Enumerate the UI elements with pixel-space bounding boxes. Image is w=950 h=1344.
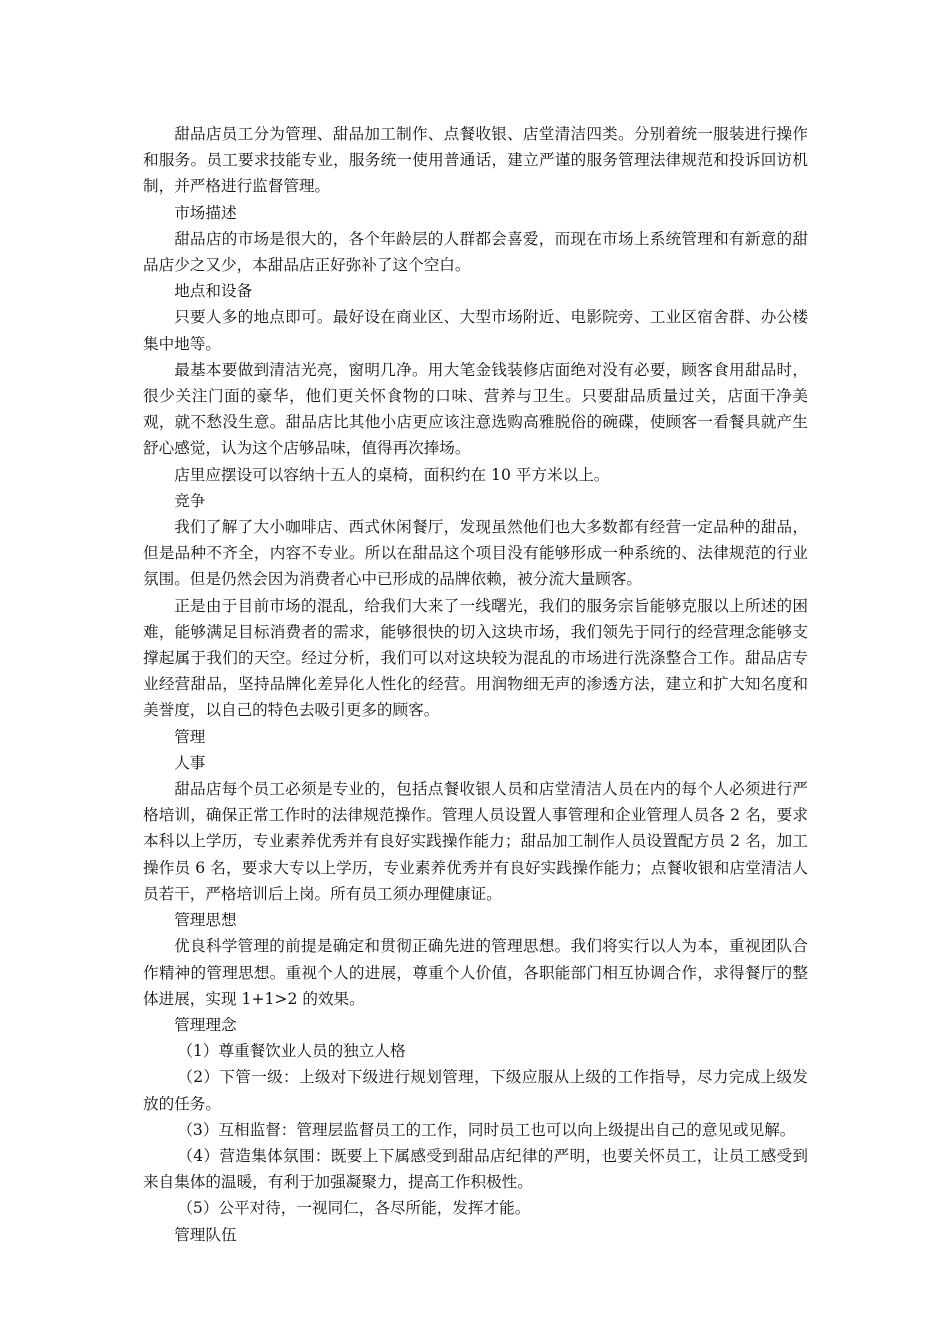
concept-item-1: （1）尊重餐饮业人员的独立人格 xyxy=(177,1042,406,1061)
concept-item-4: （4）营造集体氛围：既要上下属感受到甜品店纪律的严明，也要关怀员工，让员工感受到来自集体的温暖，有利于加强凝聚力，提高工作积极性。 xyxy=(143,1146,808,1192)
concept-item-5: （5）公平对待，一视同仁，各尽所能，发挥才能。 xyxy=(177,1199,531,1218)
concept-item-2: （2）下管一级：上级对下级进行规划管理，下级应服从上级的工作指导，尽力完成上级发放的任务。 xyxy=(143,1068,808,1113)
personnel-heading: 人事 xyxy=(174,753,206,772)
philosophy-heading: 管理思想 xyxy=(174,911,237,930)
market-heading: 市场描述 xyxy=(174,203,237,222)
staff-paragraph: 甜品店员工分为管理、甜品加工制作、点餐收银、店堂清洁四类。分别着统一服装进行操作和服务。员工要求技能专业，服务统一使用普通话，建立严谨的服务管理法律规范和投诉回访机制，并严格进行监督管理。 xyxy=(143,125,808,196)
location-paragraph: 只要人多的地点即可。最好设在商业区、大型市场附近、电影院旁、工业区宿舍群、办公楼集中地等。 xyxy=(143,308,808,353)
personnel-paragraph: 甜品店每个员工必须是专业的，包括点餐收银人员和店堂清洁人员在内的每个人必须进行严格培训，确保正常工作时的法律规范操作。管理人员设置人事管理和企业管理人员各 2 名，要求本科以上学历，专业素养优秀并有良好实践操作能力；甜品加工制作人员设置配方员 2 名，加工操作员 6 名，要求大专以上学历，专业素养优秀并有良好实践操作能力；点餐收银和店堂清洁人员若干，严格培训后上岗。所有员工须办理健康证。 xyxy=(143,780,808,903)
location-heading: 地点和设备 xyxy=(174,282,253,301)
concept-item-3: （3）互相监督：管理层监督员工的工作，同时员工也可以向上级提出自己的意见或见解。 xyxy=(177,1120,796,1139)
document-page xyxy=(143,121,808,1248)
team-heading: 管理队伍 xyxy=(174,1225,237,1244)
philosophy-paragraph: 优良科学管理的前提是确定和贯彻正确先进的管理思想。我们将实行以人为本，重视团队合作精神的管理思想。重视个人的进展，尊重个人价值，各职能部门相互协调合作，求得餐厅的整体进展，实现 1+1>2 的效果。 xyxy=(143,937,808,1008)
seating-paragraph: 店里应摆设可以容纳十五人的桌椅，面积约在 10 平方米以上。 xyxy=(174,465,610,484)
decoration-paragraph: 最基本要做到清洁光亮，窗明几净。用大笔金钱装修店面绝对没有必要，顾客食用甜品时，很少关注门面的豪华，他们更关怀食物的口味、营养与卫生。只要甜品质量过关，店面干净美观，就不愁没生意。甜品店比其他小店更应该注意选购高雅脱俗的碗碟，使顾客一看餐具就产生舒心感觉，认为这个店够品味，值得再次捧场。 xyxy=(143,360,808,458)
management-heading: 管理 xyxy=(174,727,206,746)
opportunity-paragraph: 正是由于目前市场的混乱，给我们大来了一线曙光，我们的服务宗旨能够克服以上所述的困难，能够满足目标消费者的需求，能够很快的切入这块市场，我们领先于同行的经营理念能够支撑起属于我们的天空。经过分析，我们可以对这块较为混乱的市场进行洗涤整合工作。甜品店专业经营甜品，坚持品牌化差异化人性化的经营。用润物细无声的渗透方法，建立和扩大知名度和美誉度，以自己的特色去吸引更多的顾客。 xyxy=(143,596,808,720)
competition-heading: 竞争 xyxy=(174,491,206,510)
competition-paragraph: 我们了解了大小咖啡店、西式休闲餐厅，发现虽然他们也大多数都有经营一定品种的甜品，但是品种不齐全，内容不专业。所以在甜品这个项目没有能够形成一种系统的、法律规范的行业氛围。但是仍然会因为消费者心中已形成的品牌依赖，被分流大量顾客。 xyxy=(143,518,808,589)
market-paragraph: 甜品店的市场是很大的，各个年龄层的人群都会喜爱，而现在市场上系统管理和有新意的甜品店少之又少，本甜品店正好弥补了这个空白。 xyxy=(143,229,808,275)
concept-heading: 管理理念 xyxy=(174,1015,237,1034)
